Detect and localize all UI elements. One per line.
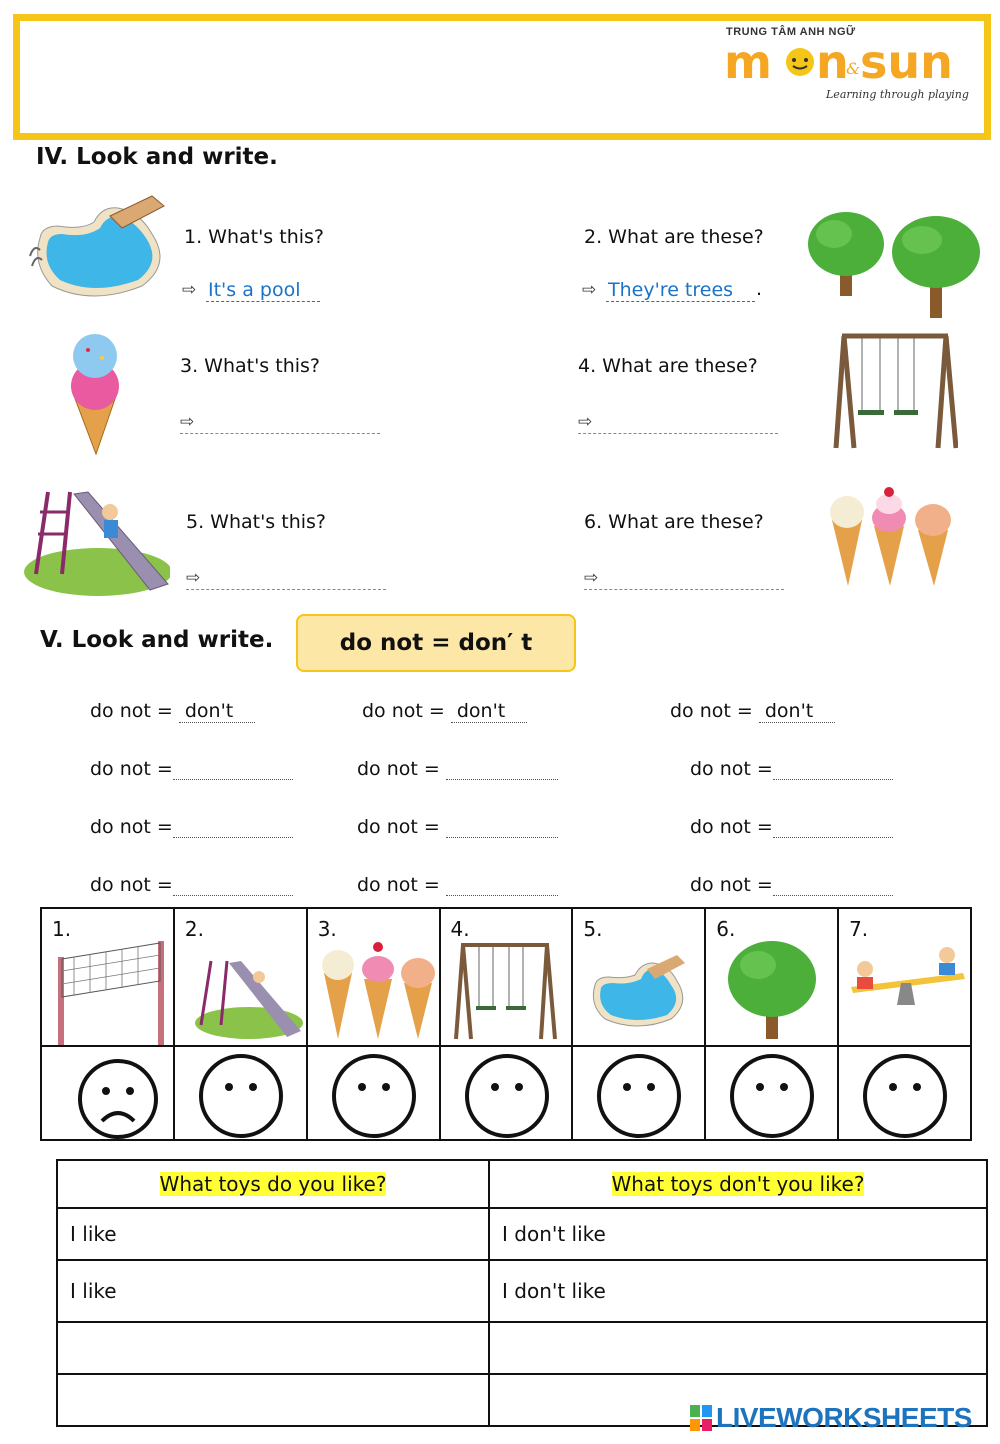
slide-image [189, 953, 303, 1041]
face-cell-2[interactable] [174, 1046, 307, 1140]
arrow-icon: ⇨ [180, 412, 195, 432]
seesaw-image [845, 943, 967, 1023]
tree-image [724, 937, 820, 1041]
face-cell-6[interactable] [705, 1046, 838, 1140]
dont-field[interactable] [773, 819, 893, 838]
liveworksheets-brand: LIVEWORKSHEETS [716, 1402, 972, 1433]
face-cell-1 [41, 1046, 174, 1140]
blank-face-icon [595, 1053, 683, 1139]
question-1: 1. What's this? [184, 226, 325, 248]
do-not-row-1-col-3: do not = don't [670, 700, 835, 723]
question-3: 3. What's this? [180, 355, 321, 377]
answer-2-period: . [756, 278, 763, 300]
question-5: 5. What's this? [186, 511, 327, 533]
answer-4-field[interactable] [578, 413, 778, 434]
dont-field[interactable]: don't [179, 700, 255, 723]
dont-field[interactable]: don't [451, 700, 527, 723]
logo-tagline: Learning through playing [826, 88, 969, 101]
do-not-row-4-col-1: do not = [90, 874, 293, 896]
swing-image [832, 332, 958, 452]
dont-field[interactable] [446, 877, 558, 896]
blank-face-icon [330, 1053, 418, 1139]
like-cell[interactable]: I like [57, 1208, 489, 1260]
do-not-row-3-col-1: do not = [90, 816, 293, 838]
svg-text:sun: sun [860, 38, 953, 84]
arrow-icon: ⇨ [578, 412, 593, 432]
toy-cell-net: 1. [41, 908, 174, 1046]
answer-6-field[interactable] [584, 569, 784, 590]
toy-cell-seesaw: 7. [838, 908, 971, 1046]
ice-creams-image [824, 486, 954, 590]
like-cell[interactable] [57, 1374, 489, 1426]
question-4: 4. What are these? [578, 355, 758, 377]
ice-creams-image [318, 939, 436, 1041]
liveworksheets-icon [690, 1405, 712, 1431]
toys-grid [40, 907, 972, 1141]
svg-text:n: n [816, 38, 849, 84]
svg-text:&: & [846, 59, 861, 78]
pool-image [583, 953, 693, 1033]
toy-cell-ice-creams: 3. [307, 908, 440, 1046]
dislike-cell[interactable] [489, 1322, 987, 1374]
pool-image [22, 194, 174, 302]
trees-image [804, 206, 984, 324]
face-cell-4[interactable] [440, 1046, 573, 1140]
dont-field[interactable] [773, 761, 893, 780]
dont-field[interactable] [173, 761, 293, 780]
toy-cell-pool: 5. [572, 908, 705, 1046]
dislike-cell[interactable]: I don't like [489, 1260, 987, 1322]
toy-cell-swing: 4. [440, 908, 573, 1046]
question-6: 6. What are these? [584, 511, 764, 533]
dont-field[interactable] [773, 877, 893, 896]
likes-table [56, 1159, 988, 1427]
arrow-icon: ⇨ [186, 568, 201, 588]
do-not-row-4-col-2: do not = [357, 874, 558, 896]
answer-3-field[interactable] [180, 413, 380, 434]
do-not-row-3-col-3: do not = [690, 816, 893, 838]
toy-cell-tree: 6. [705, 908, 838, 1046]
do-not-row-3-col-2: do not = [357, 816, 558, 838]
logo-word-graphic [722, 38, 972, 84]
net-image [54, 937, 166, 1045]
blank-face-icon [463, 1053, 551, 1139]
arrow-icon: ⇨ [582, 280, 597, 300]
like-cell[interactable] [57, 1322, 489, 1374]
likes-header: What toys do you like? [57, 1160, 489, 1208]
blank-face-icon [728, 1053, 816, 1139]
swing-image [453, 941, 557, 1041]
do-not-row-2-col-1: do not = [90, 758, 293, 780]
dislike-cell[interactable]: I don't like [489, 1208, 987, 1260]
face-cell-3[interactable] [307, 1046, 440, 1140]
do-not-row-4-col-3: do not = [690, 874, 893, 896]
do-not-row-2-col-3: do not = [690, 758, 893, 780]
arrow-icon: ⇨ [182, 280, 197, 300]
logo-top-text: TRUNG TÂM ANH NGỮ [726, 26, 856, 38]
section-4-title: IV. Look and write. [36, 144, 278, 170]
blank-face-icon [197, 1053, 285, 1139]
do-not-row-2-col-2: do not = [357, 758, 558, 780]
logo [722, 26, 974, 116]
answer-2-field[interactable]: They're trees [606, 279, 755, 302]
toy-cell-slide: 2. [174, 908, 307, 1046]
sad-face-icon [76, 1057, 160, 1141]
dont-field[interactable] [446, 761, 558, 780]
rule-box: do not = don′ t [296, 614, 576, 672]
question-2: 2. What are these? [584, 226, 764, 248]
dislikes-header: What toys don't you like? [489, 1160, 987, 1208]
ice-cream-image [60, 330, 130, 458]
answer-5-field[interactable] [186, 569, 386, 590]
do-not-row-1-col-2: do not = don't [362, 700, 527, 723]
face-cell-5[interactable] [572, 1046, 705, 1140]
face-cell-7[interactable] [838, 1046, 971, 1140]
do-not-row-1-col-1: do not = don't [90, 700, 255, 723]
section-5-title: V. Look and write. [40, 627, 274, 653]
liveworksheets-logo [690, 1402, 972, 1434]
slide-image [18, 482, 170, 598]
like-cell[interactable]: I like [57, 1260, 489, 1322]
dont-field[interactable]: don't [759, 700, 835, 723]
blank-face-icon [861, 1053, 949, 1139]
dont-field[interactable] [173, 819, 293, 838]
answer-1-field[interactable]: It's a pool [206, 279, 320, 302]
dont-field[interactable] [173, 877, 293, 896]
arrow-icon: ⇨ [584, 568, 599, 588]
dont-field[interactable] [446, 819, 558, 838]
svg-text:m: m [724, 38, 772, 84]
